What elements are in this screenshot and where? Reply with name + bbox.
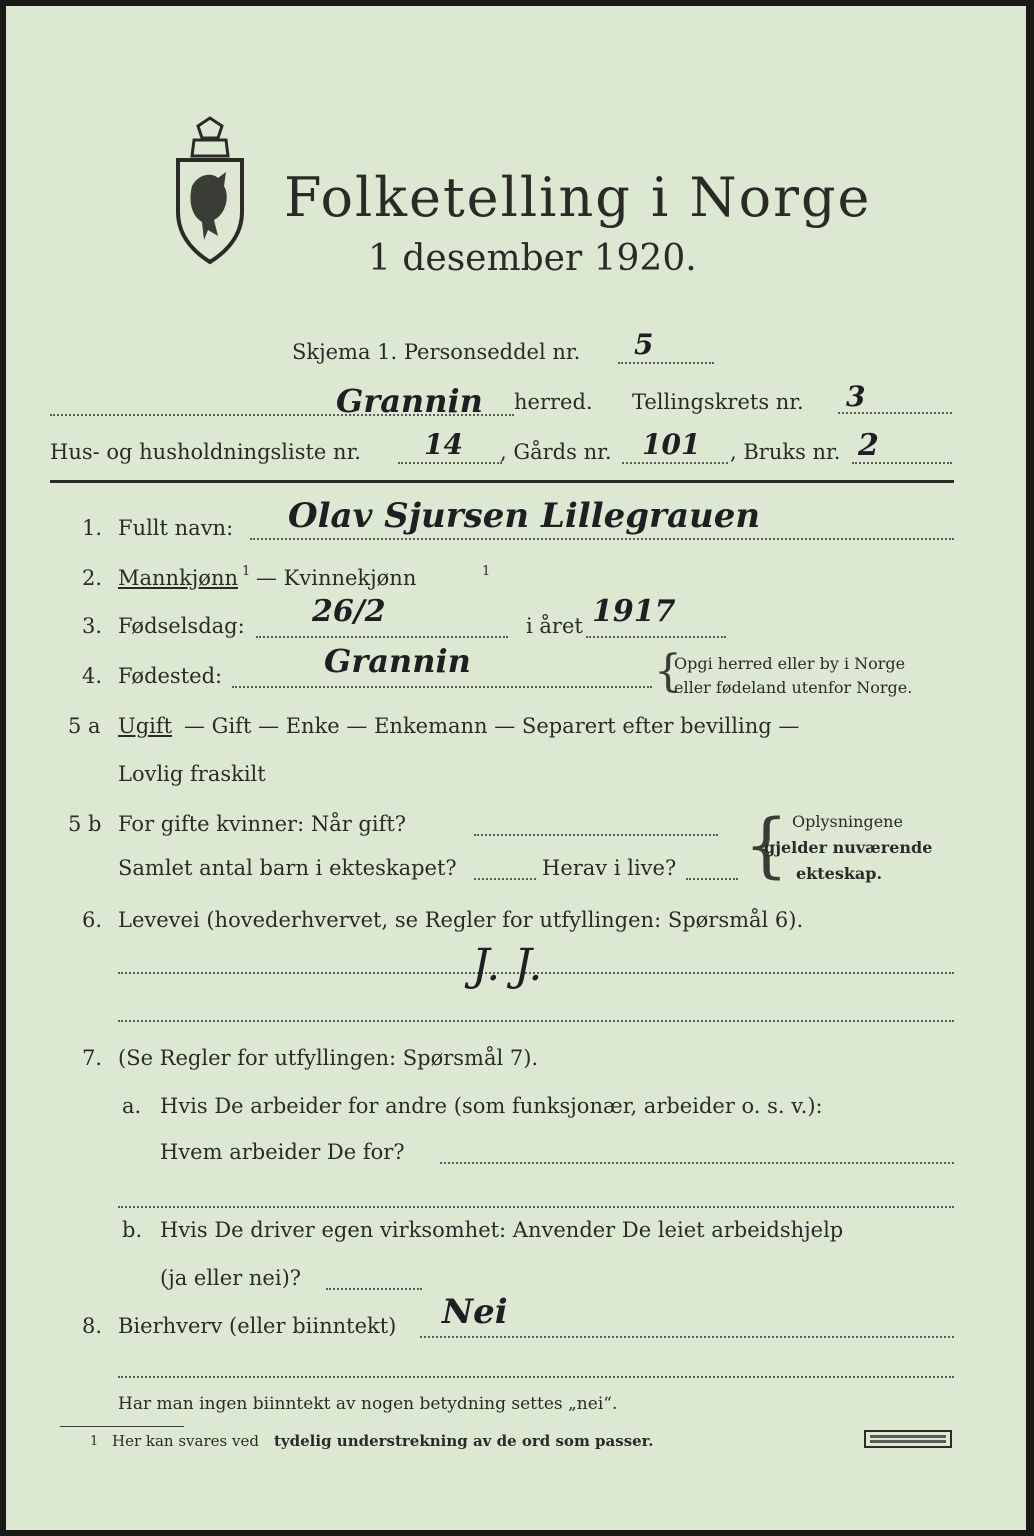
employer-label: Hvem arbeider De for? bbox=[160, 1140, 405, 1164]
q7a-label: Hvis De arbeider for andre (som funksjonær, arbeider o. s. v.): bbox=[160, 1094, 823, 1118]
krets-number: 3 bbox=[846, 380, 866, 413]
female-option: — Kvinnekjønn bbox=[256, 566, 417, 590]
q1-label: Fullt navn: bbox=[118, 516, 234, 540]
q3-label: Fødselsdag: bbox=[118, 614, 245, 638]
hus-label: Hus- og husholdningsliste nr. bbox=[50, 440, 361, 464]
q7b-label: Hvis De driver egen virksomhet: Anvender De leiet arbeidshjelp bbox=[160, 1218, 844, 1242]
q6-number: 6. bbox=[82, 908, 103, 932]
form-number: 5 bbox=[634, 328, 654, 361]
side-income-value: Nei bbox=[442, 1292, 508, 1332]
unmarried-option: Ugift bbox=[118, 714, 173, 738]
q4-number: 4. bbox=[82, 664, 103, 688]
q1-number: 1. bbox=[82, 516, 103, 540]
herred-value: Grannin bbox=[336, 382, 483, 420]
gard-number: 101 bbox=[642, 428, 701, 461]
q7-number: 7. bbox=[82, 1046, 103, 1070]
q8-number: 8. bbox=[82, 1314, 103, 1338]
footnote-number: 1 bbox=[90, 1434, 99, 1449]
krets-label: Tellingskrets nr. bbox=[632, 390, 804, 414]
divorced-option: Lovlig fraskilt bbox=[118, 762, 266, 786]
q8-label: Bierhverv (eller biinntekt) bbox=[118, 1314, 397, 1338]
footer-note: Har man ingen biinntekt av nogen betydning settes „nei“. bbox=[118, 1394, 618, 1414]
year-label: i året bbox=[526, 614, 583, 638]
marital-options: — Gift — Enke — Enkemann — Separert efter bevilling — bbox=[184, 714, 800, 738]
bruk-label: , Bruks nr. bbox=[730, 440, 841, 464]
children-label: Samlet antal barn i ekteskapet? bbox=[118, 856, 457, 880]
q5a-number: 5 a bbox=[68, 714, 101, 738]
hired-help-label: (ja eller nei)? bbox=[160, 1266, 302, 1290]
birthplace-note-2: eller fødeland utenfor Norge. bbox=[674, 678, 913, 697]
q5b-number: 5 b bbox=[68, 812, 102, 836]
birth-date-value: 26/2 bbox=[312, 594, 386, 629]
marriage-note-3: ekteskap. bbox=[796, 864, 883, 883]
q7b-number: b. bbox=[122, 1218, 143, 1242]
marriage-note-2: gjelder nuværende bbox=[764, 838, 933, 857]
q2-number: 2. bbox=[82, 566, 103, 590]
form-title: Folketelling i Norge bbox=[284, 166, 872, 229]
q5b-label: For gifte kvinner: Når gift? bbox=[118, 812, 407, 836]
divider bbox=[50, 480, 954, 483]
birthplace-value: Grannin bbox=[324, 642, 471, 680]
q7a-number: a. bbox=[122, 1094, 142, 1118]
q7-label: (Se Regler for utfyllingen: Spørsmål 7). bbox=[118, 1046, 539, 1070]
q3-number: 3. bbox=[82, 614, 103, 638]
birth-year-value: 1917 bbox=[592, 594, 676, 629]
census-form: Folketelling i Norge 1 desember 1920. Skjema 1. Personseddel nr. 5 Grannin herred. Tellingskrets nr. 3 Hus- og husholdningsliste nr. 14 , Gårds nr. 101 , Bruks nr. 2 1. Fullt navn: Olav Sjursen Lillegrauen 2. Mannkjønn 1 — Kvinnekjønn 1 3. Fødselsdag: 26/2 i året 1917 4. Fødested: Grannin { Opgi herred eller by i Norge eller fødeland utenfor Norge. 5 a Ugift — Gift — Enke — Enkemann — Separert efter bevilling — Lovlig fraskilt 5 b For gifte kvinner: Når gift? Samlet antal barn i ekteskapet? Herav i live? { Oplysningene gjelder nuværende ekteskap. 6. Levevei (hovederhvervet, se Regler for utfyllingen: Spørsmål 6). J. J. 7. (Se Regler for utfyllingen: Spørsmål 7). a. Hvis De arbeider for andre (som funksjonær, arbeider o. s. v.): Hvem arbeider De for? b. Hvis De driver egen virksomhet: Anvender De leiet arbeidshjelp (ja eller nei)? 8. Bierhverv (eller biinntekt) Nei Har man ingen biinntekt av nogen betydning settes „nei“. 1 Her kan svares ved tydelig understrekning av de ord som passer. bbox=[6, 6, 1026, 1530]
q6-label: Levevei (hovederhvervet, se Regler for utfyllingen: Spørsmål 6). bbox=[118, 908, 804, 932]
marriage-note-1: Oplysningene bbox=[792, 812, 903, 831]
q4-label: Fødested: bbox=[118, 664, 223, 688]
alive-label: Herav i live? bbox=[542, 856, 677, 880]
full-name-value: Olav Sjursen Lillegrauen bbox=[288, 496, 761, 536]
birthplace-note-1: Opgi herred eller by i Norge bbox=[674, 654, 906, 673]
footnote-text: Her kan svares ved bbox=[112, 1432, 259, 1450]
herred-label: herred. bbox=[514, 390, 593, 414]
hus-number: 14 bbox=[424, 428, 463, 461]
occupation-value: J. J. bbox=[472, 940, 543, 991]
male-option: Mannkjønn bbox=[118, 566, 239, 590]
printer-stamp-icon bbox=[864, 1430, 952, 1448]
form-label: Skjema 1. Personseddel nr. bbox=[292, 340, 581, 364]
bruk-number: 2 bbox=[858, 428, 879, 463]
coat-of-arms-icon bbox=[168, 116, 252, 266]
form-date: 1 desember 1920. bbox=[368, 238, 697, 279]
footnote-emphasis: tydelig understrekning av de ord som passer. bbox=[274, 1432, 654, 1450]
gard-label: , Gårds nr. bbox=[500, 440, 612, 464]
